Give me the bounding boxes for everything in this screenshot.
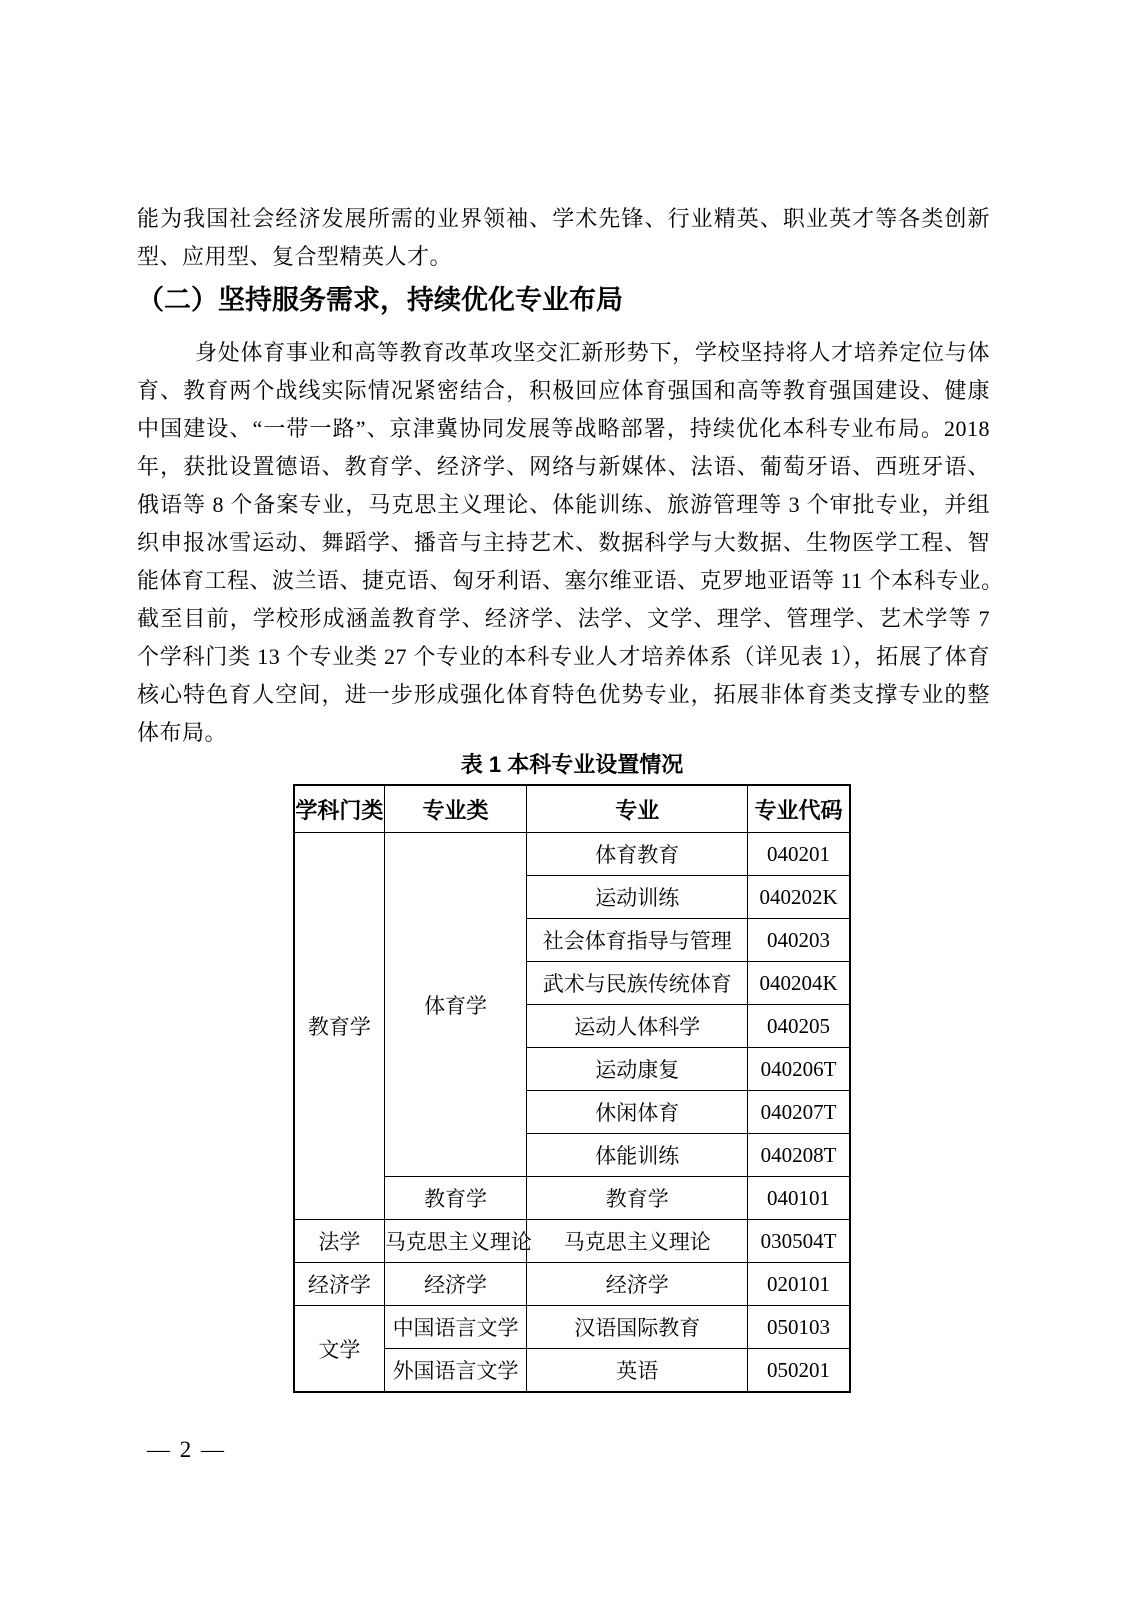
section-heading: （二）坚持服务需求，持续优化专业布局 xyxy=(137,285,623,315)
table-cell: 030504T xyxy=(748,1220,850,1263)
text-line: 能体育工程、波兰语、捷克语、匈牙利语、塞尔维亚语、克罗地亚语等 11 个本科专业。 xyxy=(137,568,1004,593)
text-line: 中国建设、“一带一路”、京津冀协同发展等战略部署，持续优化本科专业布局。2018 xyxy=(137,416,990,441)
table-cell: 040207T xyxy=(748,1091,850,1134)
column-header: 专业类 xyxy=(384,785,527,833)
table-title: 表 1 本科专业设置情况 xyxy=(460,752,684,777)
text-line: 育、教育两个战线实际情况紧密结合，积极回应体育强国和高等教育强国建设、健康 xyxy=(137,378,990,403)
table-cell: 040208T xyxy=(748,1134,850,1177)
table-cell: 运动康复 xyxy=(527,1048,748,1091)
table-row xyxy=(294,1306,850,1349)
table-cell: 050201 xyxy=(748,1349,850,1393)
text-line: 个学科门类 13 个专业类 27 个专业的本科专业人才培养体系（详见表 1），拓展了体育 xyxy=(137,644,990,669)
column-header: 专业代码 xyxy=(748,785,850,833)
text-line: 身处体育事业和高等教育改革攻坚交汇新形势下，学校坚持将人才培养定位与体 xyxy=(195,340,990,365)
text-line: 织申报冰雪运动、舞蹈学、播音与主持艺术、数据科学与大数据、生物医学工程、智 xyxy=(137,530,990,555)
table-cell: 教育学 xyxy=(384,1177,527,1220)
column-header: 专业 xyxy=(527,785,748,833)
text-line: 俄语等 8 个备案专业，马克思主义理论、体能训练、旅游管理等 3 个审批专业，并组 xyxy=(137,492,990,517)
table-cell: 社会体育指导与管理 xyxy=(527,919,748,962)
table-row xyxy=(294,1220,850,1263)
text-line: 核心特色育人空间，进一步形成强化体育特色优势专业，拓展非体育类支撑专业的整 xyxy=(137,682,990,707)
text-line: 型、应用型、复合型精英人才。 xyxy=(137,244,453,269)
table-cell: 运动训练 xyxy=(527,876,748,919)
table-cell: 050103 xyxy=(748,1306,850,1349)
body-paragraph xyxy=(137,334,1004,752)
text-line: 体布局。 xyxy=(137,720,228,745)
text-line: 截至目前，学校形成涵盖教育学、经济学、法学、文学、理学、管理学、艺术学等 7 xyxy=(137,606,990,631)
table-cell: 040206T xyxy=(748,1048,850,1091)
specialty-table xyxy=(293,784,851,1393)
table-cell: 体育教育 xyxy=(527,833,748,876)
table-cell: 040203 xyxy=(748,919,850,962)
table-cell: 外国语言文学 xyxy=(384,1349,527,1393)
table-cell: 教育学 xyxy=(527,1177,748,1220)
table-cell: 汉语国际教育 xyxy=(527,1306,748,1349)
specialty-table-header-row xyxy=(294,785,850,833)
text-line: 年，获批设置德语、教育学、经济学、网络与新媒体、法语、葡萄牙语、西班牙语、 xyxy=(137,454,990,479)
table-cell: 教育学 xyxy=(294,833,384,1220)
table-cell: 040202K xyxy=(748,876,850,919)
table-row xyxy=(294,1263,850,1306)
table-cell: 040204K xyxy=(748,962,850,1005)
page-number: — 2 — xyxy=(147,1437,226,1462)
table-cell: 体能训练 xyxy=(527,1134,748,1177)
table-cell: 英语 xyxy=(527,1349,748,1393)
intro-paragraph xyxy=(137,200,990,276)
text-line: 能为我国社会经济发展所需的业界领袖、学术先锋、行业精英、职业英才等各类创新 xyxy=(137,206,990,231)
table-cell: 休闲体育 xyxy=(527,1091,748,1134)
table-cell: 马克思主义理论 xyxy=(527,1220,748,1263)
table-cell: 武术与民族传统体育 xyxy=(527,962,748,1005)
table-cell: 040201 xyxy=(748,833,850,876)
table-cell: 中国语言文学 xyxy=(384,1306,527,1349)
table-cell: 体育学 xyxy=(384,833,527,1177)
table-cell: 法学 xyxy=(294,1220,384,1263)
table-cell: 经济学 xyxy=(294,1263,384,1306)
table-cell: 文学 xyxy=(294,1306,384,1393)
table-cell: 马克思主义理论 xyxy=(384,1220,527,1263)
table-cell: 020101 xyxy=(748,1263,850,1306)
table-cell: 经济学 xyxy=(527,1263,748,1306)
table-cell: 040205 xyxy=(748,1005,850,1048)
column-header: 学科门类 xyxy=(294,785,384,833)
table-cell: 040101 xyxy=(748,1177,850,1220)
table-cell: 经济学 xyxy=(384,1263,527,1306)
table-row xyxy=(294,833,850,876)
table-cell: 运动人体科学 xyxy=(527,1005,748,1048)
